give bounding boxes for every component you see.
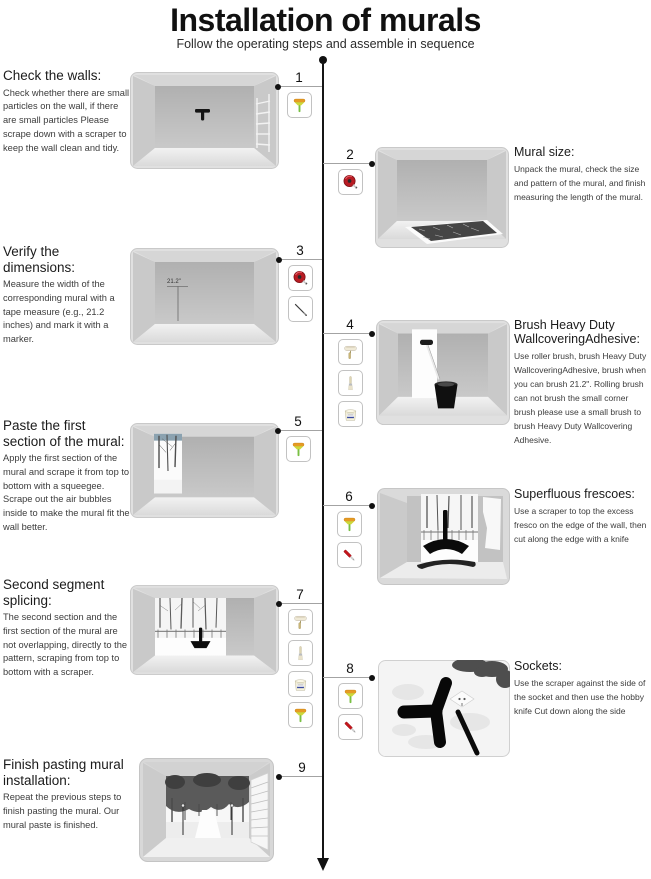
squeegee-icon [287,92,312,118]
measurement-label: 21.2" [167,279,181,285]
tool-list [288,609,313,728]
adhesive-bucket-icon [338,401,363,427]
step-3-marker [285,243,315,322]
step-heading: Verify the dimensions: [3,244,76,275]
adhesive-bucket-icon [288,671,313,697]
tool-list [287,92,312,118]
step-number: 9 [298,760,306,775]
step-number: 5 [294,414,302,429]
squeegee-icon [338,683,363,709]
tool-list [338,169,363,195]
squeegee-icon [337,511,362,537]
step-body: Use a scraper to top the excess fresco on the edge of the wall, then cut along the edge with a knife [514,506,647,545]
step-8-text [514,659,650,718]
paint-roller-icon [288,609,313,635]
small-brush-icon [288,640,313,666]
tool-list [338,339,363,427]
step-body: Apply the first section of the mural and scrape it from top to bottom with a squeegee. Scrape out the air bubbles inside to make the mural fit the wall better. [3,453,130,532]
paint-roller-icon [338,339,363,365]
step-8-image [378,660,510,757]
step-number: 7 [296,587,304,602]
tool-list [286,436,311,462]
utility-knife-icon [337,542,362,568]
step-4-marker [335,317,365,427]
step-3-text [3,244,131,347]
step-6-marker [334,489,364,568]
step-6-image [377,488,510,585]
step-body: Repeat the previous steps to finish pasting the mural. Our mural paste is finished. [3,792,122,830]
step-7-image [130,585,279,675]
step-body: Unpack the mural, check the size and pattern of the mural, and finish measuring the length of the mural. [514,164,646,203]
tape-measure-icon [338,169,363,195]
step-9-image [139,758,274,862]
step-heading: Finish pasting mural installation: [3,757,124,788]
step-heading: Superfluous frescoes: [514,487,635,501]
step-5-marker [283,414,313,462]
step-number: 2 [346,147,354,162]
step-1-marker [284,70,314,118]
bucket-silhouette [435,384,458,408]
tool-list [337,511,362,568]
step-7-text [3,577,132,680]
step-body: The second section and the first section of the mural are not overlapping, directly to the pattern, scraping from top to bottom with a scraper. [3,612,128,678]
timeline [322,62,324,860]
tool-list [338,683,363,740]
step-heading: Mural size: [514,145,575,159]
timeline-arrow-down-icon [317,858,329,871]
step-body: Use roller brush, brush Heavy Duty WallcoveringAdhesive, brush when you can brush 21.2". Rolling brush can not brush the small corner brush please use a small brush to brush Heavy Duty Wallcovering Adhesive. [514,351,647,446]
marker-pen-icon [288,296,313,322]
paint-roller-silhouette [420,340,433,345]
step-8-marker [335,661,365,740]
step-heading: Sockets: [514,659,562,673]
small-brush-icon [338,370,363,396]
step-6-text [514,487,650,546]
step-9-marker [287,760,317,782]
step-7-marker [285,587,315,728]
step-5-image [130,423,279,518]
step-heading: Brush Heavy Duty WallcoveringAdhesive: [514,318,640,346]
step-heading: Check the walls: [3,68,102,83]
step-1-image [130,72,279,169]
step-body: Measure the width of the corresponding mural with a tape measure (e.g., 21.2 inches) and mark it with a marker. [3,279,115,345]
squeegee-icon [286,436,311,462]
tape-measure-icon [288,265,313,291]
step-number: 3 [296,243,304,258]
tool-list [288,265,313,322]
step-4-text [514,318,650,447]
step-body: Use the scraper against the side of the socket and then use the hobby knife Cut down along the side [514,678,646,717]
step-number: 8 [346,661,354,676]
step-body: Check whether there are small particles on the wall, if there are small particles Please scrape down with a scraper to keep the wall clean and tidy. [3,87,130,153]
step-2-image [375,147,509,248]
step-1-text [3,68,130,155]
page-subtitle: Follow the operating steps and assemble in sequence [176,37,475,51]
page-title: Installation of murals [170,2,481,38]
step-2-marker [335,147,365,195]
step-9-text [3,757,135,832]
step-4-image [376,320,510,425]
step-heading: Second segment splicing: [3,577,105,608]
utility-knife-icon [338,714,363,740]
squeegee-icon [288,702,313,728]
step-3-image [130,248,279,345]
step-number: 6 [345,489,353,504]
step-heading: Paste the first section of the mural: [3,418,125,449]
step-number: 1 [295,70,303,85]
step-5-text [3,418,132,535]
step-2-text [514,145,650,204]
step-number: 4 [346,317,354,332]
